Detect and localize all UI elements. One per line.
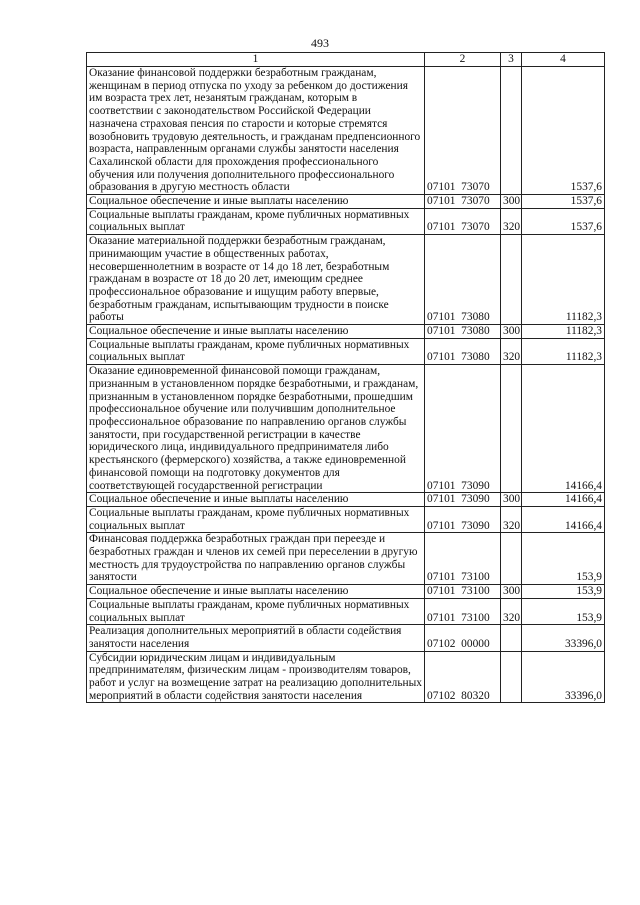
row-type-cell: 300 — [501, 493, 522, 507]
budget-table — [86, 52, 605, 703]
table-row — [87, 506, 605, 532]
row-code-cell: 07101 73070 — [425, 195, 501, 209]
row-code-cell: 07101 73080 — [425, 325, 501, 339]
row-name-cell: Социальные выплаты гражданам, кроме публичных нормативных социальных выплат — [87, 338, 425, 364]
row-sum-cell: 1537,6 — [522, 208, 605, 234]
row-type-cell: 320 — [501, 208, 522, 234]
row-name-cell: Оказание единовременной финансовой помощи гражданам, признанным в установленном порядке безработными, и гражданам, признанным в установленном порядке безработными, прошедшим профессиональное обучение или получившим дополнительное профессиональное образование по направлению органов службы занятости, при государственной регистрации в качестве юридического лица, индивидуального предпринимателя либо крестьянского (фермерского) хозяйства, а также единовременной финансовой помощи на подготовку документов для соответствующей государственной регистрации — [87, 365, 425, 493]
row-type-cell: 300 — [501, 325, 522, 339]
row-code-cell: 07102 80320 — [425, 651, 501, 703]
row-name-cell: Оказание финансовой поддержки безработным гражданам, женщинам в период отпуска по уходу за ребенком до достижения им возраста трех лет, незанятым гражданам, которым в соответствии с законодательством Российской Федерации назначена страховая пенсия по старости и которые стремятся возобновить трудовую деятельность, и гражданам предпенсионного возраста, направленным органами службы занятости населения Сахалинской области для прохождения профессионального обучения или получения дополнительного профессионального образования в другую местность области — [87, 67, 425, 195]
row-name-cell: Социальное обеспечение и иные выплаты населению — [87, 493, 425, 507]
row-sum-cell: 1537,6 — [522, 67, 605, 195]
row-name-cell: Оказание материальной поддержки безработным гражданам, принимающим участие в общественных работах, несовершеннолетним в возрасте от 14 до 18 лет, безработным гражданам в возрасте от 18 до 20 лет, имеющим среднее профессиональное образование и ищущим работу впервые, безработным гражданам, испытывающим трудности в поиске работы — [87, 235, 425, 325]
table-row — [87, 533, 605, 585]
row-type-cell — [501, 651, 522, 703]
row-type-cell — [501, 235, 522, 325]
row-type-cell: 300 — [501, 585, 522, 599]
row-code-cell: 07101 73080 — [425, 235, 501, 325]
row-code-cell: 07101 73100 — [425, 598, 501, 624]
table-row — [87, 195, 605, 209]
row-sum-cell: 33396,0 — [522, 651, 605, 703]
row-type-cell — [501, 625, 522, 651]
table-row — [87, 625, 605, 651]
header-col-1: 1 — [87, 53, 425, 67]
row-type-cell — [501, 67, 522, 195]
table-row — [87, 598, 605, 624]
row-name-cell: Субсидии юридическим лицам и индивидуальным предпринимателям, физическим лицам - производителям товаров, работ и услуг на возмещение затрат на реализацию дополнительных мероприятий в области содействия занятости населения — [87, 651, 425, 703]
row-name-cell: Социальное обеспечение и иные выплаты населению — [87, 325, 425, 339]
row-sum-cell: 33396,0 — [522, 625, 605, 651]
row-code-cell: 07101 73080 — [425, 338, 501, 364]
table-row — [87, 585, 605, 599]
row-sum-cell: 14166,4 — [522, 493, 605, 507]
row-type-cell: 320 — [501, 338, 522, 364]
row-sum-cell: 11182,3 — [522, 325, 605, 339]
row-code-cell: 07101 73090 — [425, 493, 501, 507]
row-name-cell: Социальные выплаты гражданам, кроме публичных нормативных социальных выплат — [87, 598, 425, 624]
row-name-cell: Социальное обеспечение и иные выплаты населению — [87, 585, 425, 599]
row-sum-cell: 14166,4 — [522, 506, 605, 532]
table-header-row — [87, 53, 605, 67]
row-type-cell: 320 — [501, 598, 522, 624]
row-sum-cell: 153,9 — [522, 533, 605, 585]
row-code-cell: 07101 73090 — [425, 365, 501, 493]
row-code-cell: 07101 73100 — [425, 533, 501, 585]
row-type-cell — [501, 365, 522, 493]
row-sum-cell: 153,9 — [522, 585, 605, 599]
row-sum-cell: 11182,3 — [522, 235, 605, 325]
row-code-cell: 07101 73070 — [425, 208, 501, 234]
page-number: 493 — [311, 36, 329, 50]
table-row — [87, 325, 605, 339]
row-sum-cell: 1537,6 — [522, 195, 605, 209]
table-row — [87, 208, 605, 234]
row-name-cell: Социальные выплаты гражданам, кроме публичных нормативных социальных выплат — [87, 506, 425, 532]
table-row — [87, 651, 605, 703]
row-name-cell: Социальное обеспечение и иные выплаты населению — [87, 195, 425, 209]
table-row — [87, 493, 605, 507]
row-sum-cell: 14166,4 — [522, 365, 605, 493]
budget-table-body — [87, 53, 605, 703]
row-name-cell: Реализация дополнительных мероприятий в области содействия занятости населения — [87, 625, 425, 651]
row-code-cell: 07101 73100 — [425, 585, 501, 599]
table-row — [87, 338, 605, 364]
header-col-3: 3 — [501, 53, 522, 67]
row-code-cell: 07102 00000 — [425, 625, 501, 651]
header-col-2: 2 — [425, 53, 501, 67]
table-row — [87, 365, 605, 493]
row-type-cell: 300 — [501, 195, 522, 209]
row-name-cell: Финансовая поддержка безработных граждан при переезде и безработных граждан и членов их семей при переселении в другую местность для трудоустройства по направлению органов службы занятости — [87, 533, 425, 585]
row-code-cell: 07101 73090 — [425, 506, 501, 532]
row-type-cell: 320 — [501, 506, 522, 532]
row-code-cell: 07101 73070 — [425, 67, 501, 195]
header-col-4: 4 — [522, 53, 605, 67]
row-sum-cell: 11182,3 — [522, 338, 605, 364]
row-type-cell — [501, 533, 522, 585]
table-row — [87, 67, 605, 195]
table-row — [87, 235, 605, 325]
row-sum-cell: 153,9 — [522, 598, 605, 624]
row-name-cell: Социальные выплаты гражданам, кроме публичных нормативных социальных выплат — [87, 208, 425, 234]
